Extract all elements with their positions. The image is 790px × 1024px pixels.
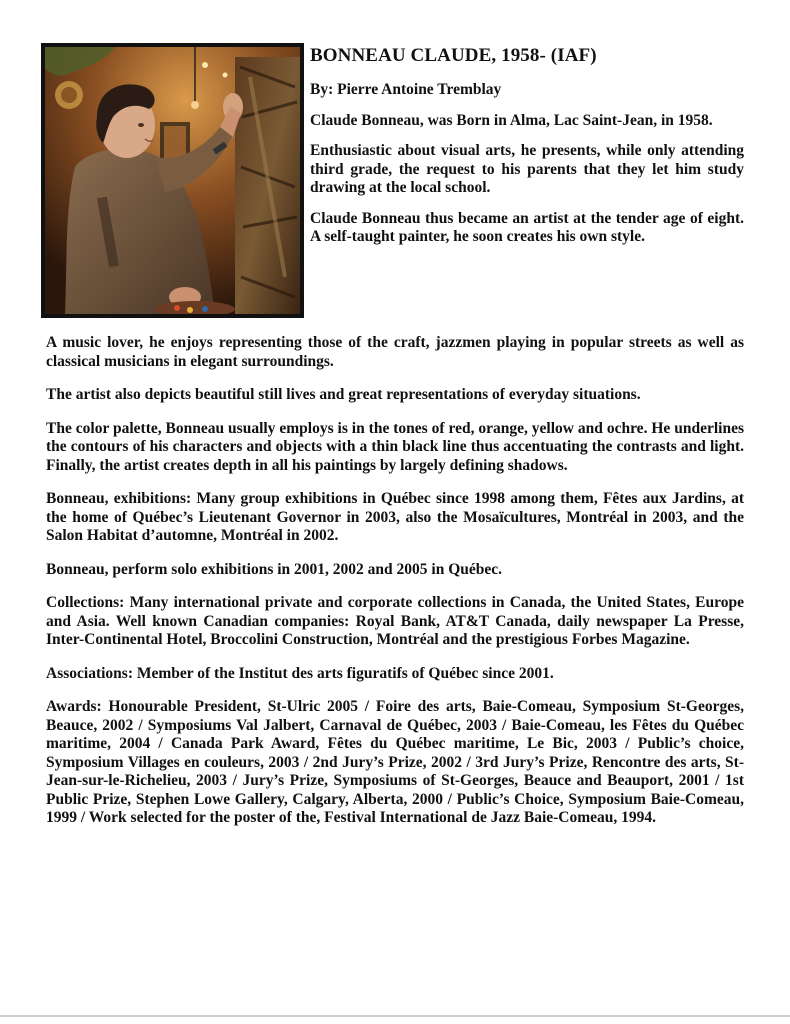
paragraph-still-lives: The artist also depicts beautiful still lives and great representations of everyday situations. [46, 386, 641, 403]
side-paragraph-1: Claude Bonneau, was Born in Alma, Lac Saint-Jean, in 1958. [310, 111, 713, 129]
paragraph-collections: Collections: Many international private and corporate collections in Canada, the United States, Europe and Asia. Well known Canadian companies: Royal Bank, AT&T Canada, daily newspaper La Presse, Inter-Continental Hotel, Broccolini Construction, Montréal and the prestigious Forbes Magazine. [46, 594, 744, 648]
paragraph-color-palette: The color palette, Bonneau usually employs is in the tones of red, orange, yellow and ochre. He underlines the contours of his characters and objects with a thin black line thus accentuating the contrasts and light. Finally, the artist creates depth in all his paintings by largely defining shadows. [46, 419, 744, 474]
side-paragraph-2: Enthusiastic about visual arts, he presents, while only attending third grade, the request to his parents that they let him study drawing at the local school. [310, 142, 744, 196]
artist-painting-image [45, 47, 300, 314]
side-paragraph-3: Claude Bonneau thus became an artist at the tender age of eight. A self-taught painter, he soon creates his own style. [310, 209, 744, 245]
paragraph-awards: Awards: Honourable President, St-Ulric 2005 / Foire des arts, Baie-Comeau, Symposium St-Georges, Beauce, 2002 / Symposiums Val Jalbert, Carnaval de Québec, 2003 / Baie-Comeau, les Fêtes du Québec maritime, 2004 / Canada Park Award, Fêtes du Québec maritime, Le Bic, 2003 / Public’s choice, Symposium Villages en couleurs, 2003 / 2nd Jury’s Prize, 2002 / 3rd Jury’s Prize, Rencontre des arts, St-Jean-sur-le-Richelieu, 2003 / Jury’s Prize, Symposiums of St-Georges, Beauce and Beauport, 2001 / 1st Public Prize, Stephen Lowe Gallery, Calgary, Alberta, 2000 / Public’s Choice, Symposium Baie-Comeau, 1999 / Work selected for the poster of the, Festival International de Jazz Baie-Comeau, 1994. [46, 698, 744, 826]
artist-photo [41, 43, 304, 318]
bottom-divider [0, 1015, 790, 1017]
header-block [310, 44, 744, 259]
article-title: BONNEAU CLAUDE, 1958- (IAF) [310, 45, 597, 66]
paragraph-exhibitions: Bonneau, exhibitions: Many group exhibitions in Québec since 1998 among them, Fêtes aux Jardins, at the home of Québec’s Lieutenant Governor in 2003, also the Mosaïcultures, Montréal in 2003, and the Salon Habitat d’automne, Montréal in 2002. [46, 490, 744, 544]
paragraph-music: A music lover, he enjoys representing those of the craft, jazzmen playing in popular streets as well as classical musicians in elegant surroundings. [46, 334, 744, 370]
article-body [46, 334, 744, 843]
paragraph-solo-exhibitions: Bonneau, perform solo exhibitions in 2001, 2002 and 2005 in Québec. [46, 560, 503, 578]
paragraph-associations: Associations: Member of the Institut des arts figuratifs of Québec since 2001. [46, 664, 554, 682]
byline: By: Pierre Antoine Tremblay [310, 81, 502, 98]
